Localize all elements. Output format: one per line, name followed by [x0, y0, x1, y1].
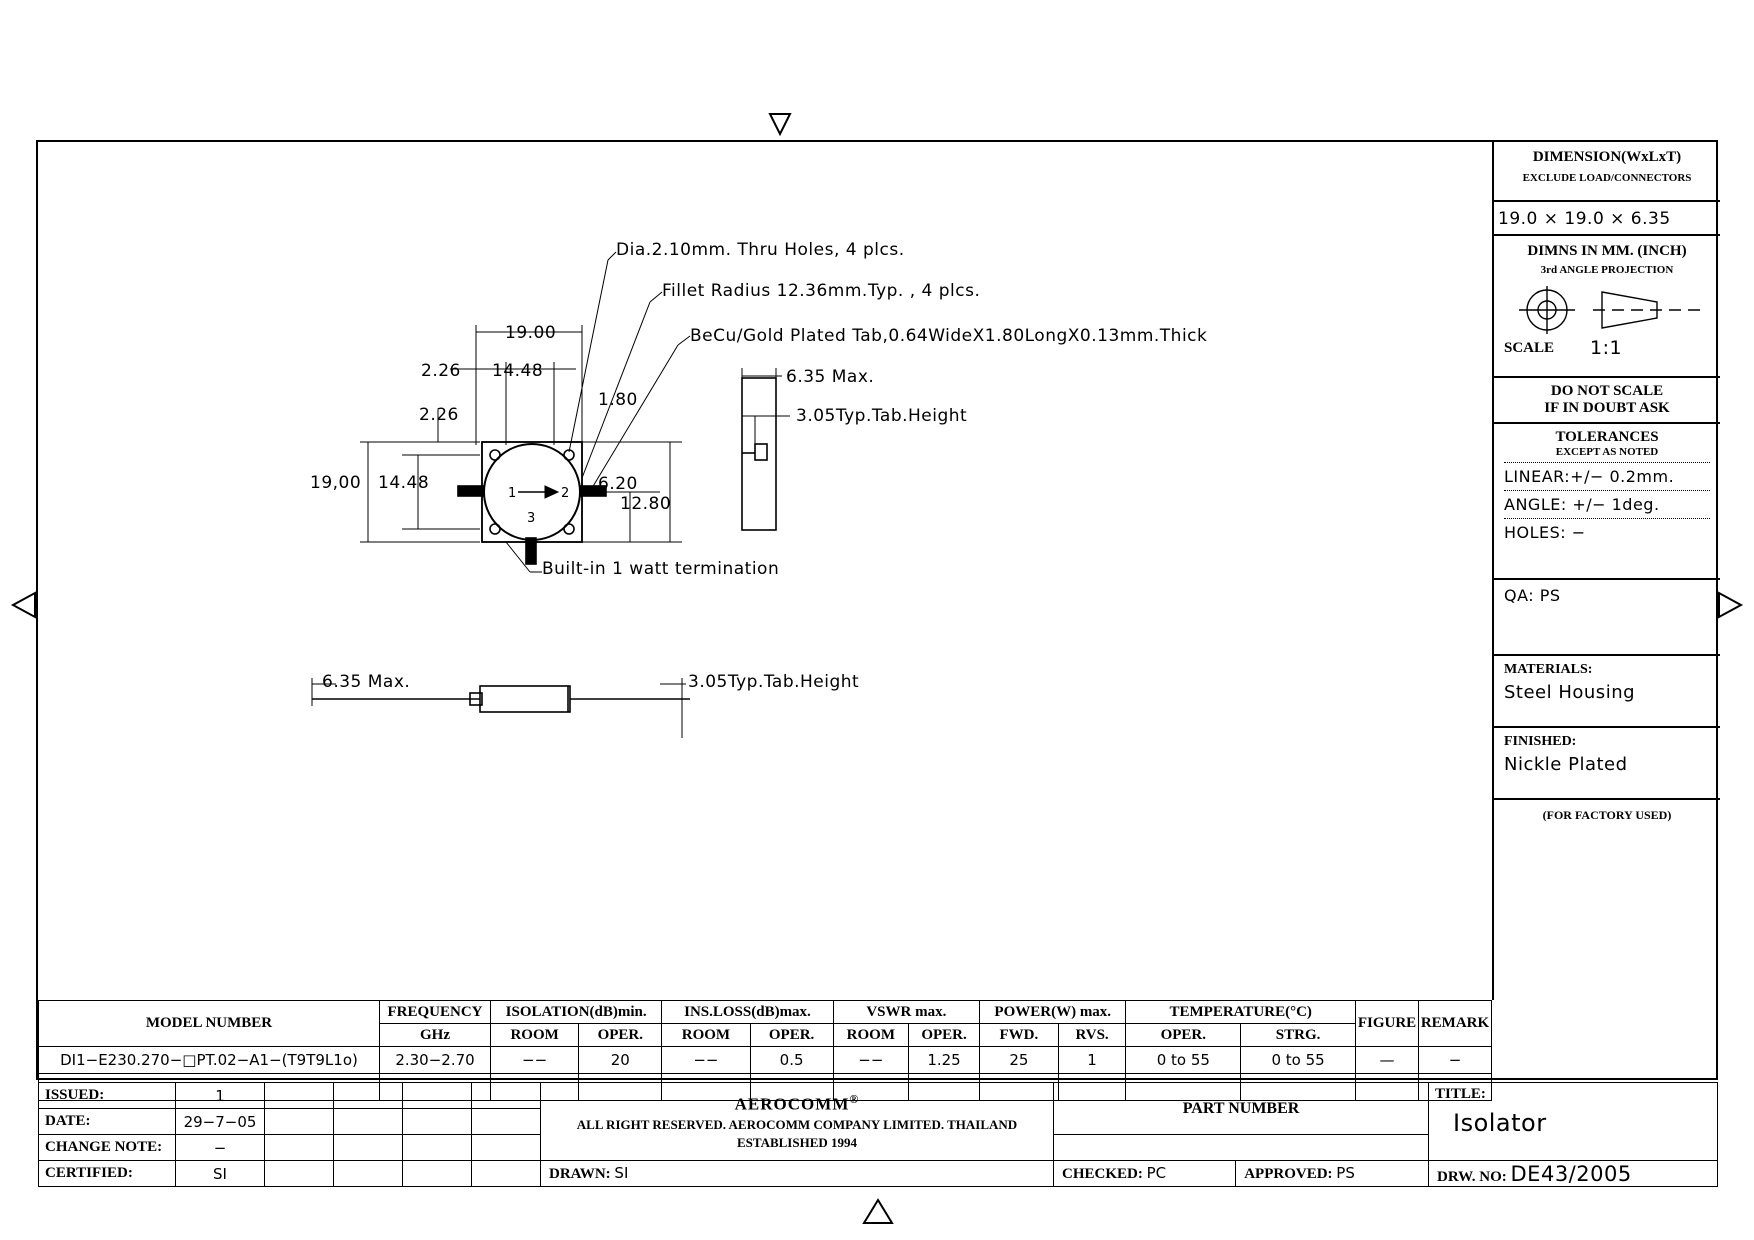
th-ins-loss: INS.LOSS(dB)max. — [662, 1001, 833, 1024]
registered-mark-icon: ® — [849, 1091, 860, 1106]
drawn-cell — [541, 1161, 1054, 1187]
established-text: ESTABLISHED 1994 — [736, 1135, 858, 1151]
callout-fillet-radius: Fillet Radius 12.36mm.Typ. , 4 plcs. — [662, 281, 981, 301]
rev-cell-8 — [472, 1109, 541, 1135]
cell-ins-oper: 0.5 — [750, 1047, 833, 1074]
th-frequency: FREQUENCY — [380, 1001, 491, 1024]
title-block-right — [1492, 140, 1718, 1000]
drw-no-cell — [1429, 1161, 1718, 1187]
footer-row-issued — [39, 1083, 1718, 1109]
th-ins-room: ROOM — [662, 1024, 750, 1047]
company-name: AEROCOMM — [734, 1094, 850, 1114]
scale-value: 1:1 — [1590, 337, 1623, 359]
issued-value: 1 — [176, 1083, 265, 1109]
callout-built-in-termination: Built-in 1 watt termination — [542, 559, 780, 579]
rev-cell-7 — [403, 1109, 472, 1135]
change-note-label: CHANGE NOTE: — [39, 1135, 176, 1161]
rev-cell-9 — [265, 1135, 334, 1161]
cell-temp-strg: 0 to 55 — [1241, 1047, 1356, 1074]
callout-becu-tab: BeCu/Gold Plated Tab,0.64WideX1.80LongX0.13mm.Thick — [690, 326, 1208, 346]
drw-no-label: DRW. NO: — [1437, 1168, 1507, 1185]
th-vswr: VSWR max. — [833, 1001, 979, 1024]
tolerances-cell: TOLERANCES EXCEPT AS NOTED LINEAR:+/− 0.2mm. ANGLE: +/− 1deg. HOLES: − — [1494, 424, 1720, 580]
dim-14-48-left: 14.48 — [378, 473, 430, 493]
title-cell — [1429, 1083, 1718, 1161]
footer-title-block — [38, 1082, 1718, 1187]
date-value: 29−7−05 — [176, 1109, 265, 1135]
certified-value: SI — [176, 1161, 265, 1187]
footer-row-certified — [39, 1161, 1718, 1187]
svg-text:2: 2 — [561, 486, 570, 501]
cell-iso-room: −− — [491, 1047, 579, 1074]
cell-vswr-room: −− — [833, 1047, 908, 1074]
checked-label: CHECKED: — [1062, 1166, 1143, 1182]
th-remark: REMARK — [1419, 1001, 1492, 1047]
dim-6-20: 6.20 — [598, 474, 638, 494]
approved-label: APPROVED: — [1244, 1166, 1333, 1182]
svg-text:1: 1 — [508, 486, 517, 501]
dimension-header-cell: DIMENSION(WxLxT) EXCLUDE LOAD/CONNECTORS — [1494, 140, 1720, 202]
th-ghz: GHz — [380, 1024, 491, 1047]
dim-2-26-top: 2.26 — [421, 361, 461, 381]
cell-model: DI1−E230.270−□PT.02−A1−(T9T9L1o) — [39, 1047, 380, 1074]
cell-pwr-rvs: 1 — [1058, 1047, 1126, 1074]
company-cell — [541, 1083, 1054, 1161]
th-figure: FIGURE — [1356, 1001, 1419, 1047]
dimension-value-cell: 19.0 × 19.0 × 6.35 — [1494, 202, 1720, 236]
cell-temp-oper: 0 to 55 — [1126, 1047, 1241, 1074]
date-label: DATE: — [39, 1109, 176, 1135]
approved-cell — [1236, 1161, 1429, 1187]
checked-value: PC — [1146, 1164, 1167, 1182]
cell-iso-oper: 20 — [579, 1047, 662, 1074]
title-value: Isolator — [1453, 1109, 1547, 1137]
rev-cell-5 — [265, 1109, 334, 1135]
rev-cell-12 — [472, 1135, 541, 1161]
rev-cell-4 — [472, 1083, 541, 1109]
cell-ins-room: −− — [662, 1047, 750, 1074]
materials-cell: MATERIALS: Steel Housing — [1494, 656, 1720, 728]
rev-cell-10 — [334, 1135, 403, 1161]
table-row — [39, 1047, 1492, 1074]
tolerance-linear: LINEAR:+/− 0.2mm. — [1504, 467, 1675, 486]
dim-3-05-side: 3.05Typ.Tab.Height — [796, 406, 968, 426]
svg-text:3: 3 — [527, 511, 536, 526]
certified-label: CERTIFIED: — [39, 1161, 176, 1187]
th-model-number: MODEL NUMBER — [39, 1001, 380, 1047]
approved-value: PS — [1336, 1164, 1355, 1182]
part-number-label: PART NUMBER — [1182, 1099, 1300, 1117]
th-temp-strg: STRG. — [1241, 1024, 1356, 1047]
dim-1-80: 1.80 — [598, 390, 638, 410]
finished-cell: FINISHED: Nickle Plated — [1494, 728, 1720, 800]
cell-frequency: 2.30−2.70 — [380, 1047, 491, 1074]
table-header-row — [39, 1001, 1492, 1024]
cell-vswr-oper: 1.25 — [909, 1047, 980, 1074]
third-angle-projection-icon — [1507, 282, 1707, 340]
th-iso-room: ROOM — [491, 1024, 579, 1047]
rights-text: ALL RIGHT RESERVED. AEROCOMM COMPANY LIMITED. THAILAND — [576, 1117, 1018, 1133]
callout-thru-holes: Dia.2.10mm. Thru Holes, 4 plcs. — [616, 240, 905, 260]
dim-19-00-top: 19.00 — [505, 323, 557, 343]
th-power: POWER(W) max. — [980, 1001, 1126, 1024]
rev-cell-16 — [472, 1161, 541, 1187]
th-temp-oper: OPER. — [1126, 1024, 1241, 1047]
issued-label: ISSUED: — [39, 1083, 176, 1109]
rev-cell-14 — [334, 1161, 403, 1187]
bottom-center-mark-icon — [862, 1196, 894, 1226]
scale-label: SCALE — [1504, 340, 1555, 356]
th-isolation: ISOLATION(dB)min. — [491, 1001, 662, 1024]
dim-2-26-left: 2.26 — [419, 405, 459, 425]
drawn-value: SI — [614, 1164, 629, 1182]
th-temperature: TEMPERATURE(°C) — [1126, 1001, 1356, 1024]
drw-no-value: DE43/2005 — [1510, 1161, 1632, 1186]
left-center-mark-icon — [10, 590, 38, 620]
th-pwr-rvs: RVS. — [1058, 1024, 1126, 1047]
cell-remark: − — [1419, 1047, 1492, 1074]
th-pwr-fwd: FWD. — [980, 1024, 1059, 1047]
th-vswr-room: ROOM — [833, 1024, 908, 1047]
part-number-value-cell — [1054, 1135, 1429, 1161]
isolator-side-view-drawing — [720, 360, 1040, 560]
dim-3-05-bottom: 3.05Typ.Tab.Height — [688, 672, 860, 692]
rev-cell-15 — [403, 1161, 472, 1187]
rev-cell-6 — [334, 1109, 403, 1135]
th-iso-oper: OPER. — [579, 1024, 662, 1047]
projection-cell: DIMNS IN MM. (INCH) 3rd ANGLE PROJECTION SCALE 1:1 — [1494, 236, 1720, 378]
dim-19-00-left: 19,00 — [310, 473, 362, 493]
cell-figure: — — [1356, 1047, 1419, 1074]
tolerance-holes: HOLES: − — [1504, 523, 1586, 542]
rev-cell-3 — [403, 1083, 472, 1109]
drawn-label: DRAWN: — [549, 1166, 611, 1182]
change-note-value: − — [176, 1135, 265, 1161]
qa-cell: QA: PS — [1494, 580, 1720, 656]
do-not-scale-cell: DO NOT SCALE IF IN DOUBT ASK — [1494, 378, 1720, 424]
rev-cell-1 — [265, 1083, 334, 1109]
dim-12-80: 12.80 — [620, 494, 672, 514]
right-center-mark-icon — [1716, 590, 1744, 620]
cell-pwr-fwd: 25 — [980, 1047, 1059, 1074]
top-center-mark-icon — [766, 112, 794, 140]
th-ins-oper: OPER. — [750, 1024, 833, 1047]
factory-used-cell: (FOR FACTORY USED) — [1542, 808, 1672, 822]
dim-6-35-side: 6.35 Max. — [786, 367, 875, 387]
rev-cell-11 — [403, 1135, 472, 1161]
part-number-cell — [1054, 1083, 1429, 1135]
dim-14-48-top: 14.48 — [492, 361, 544, 381]
title-label: TITLE: — [1435, 1086, 1486, 1102]
checked-cell — [1054, 1161, 1236, 1187]
th-vswr-oper: OPER. — [909, 1024, 980, 1047]
rev-cell-13 — [265, 1161, 334, 1187]
dim-6-35-bottom: 6.35 Max. — [322, 672, 411, 692]
tolerance-angle: ANGLE: +/− 1deg. — [1504, 495, 1660, 514]
rev-cell-2 — [334, 1083, 403, 1109]
